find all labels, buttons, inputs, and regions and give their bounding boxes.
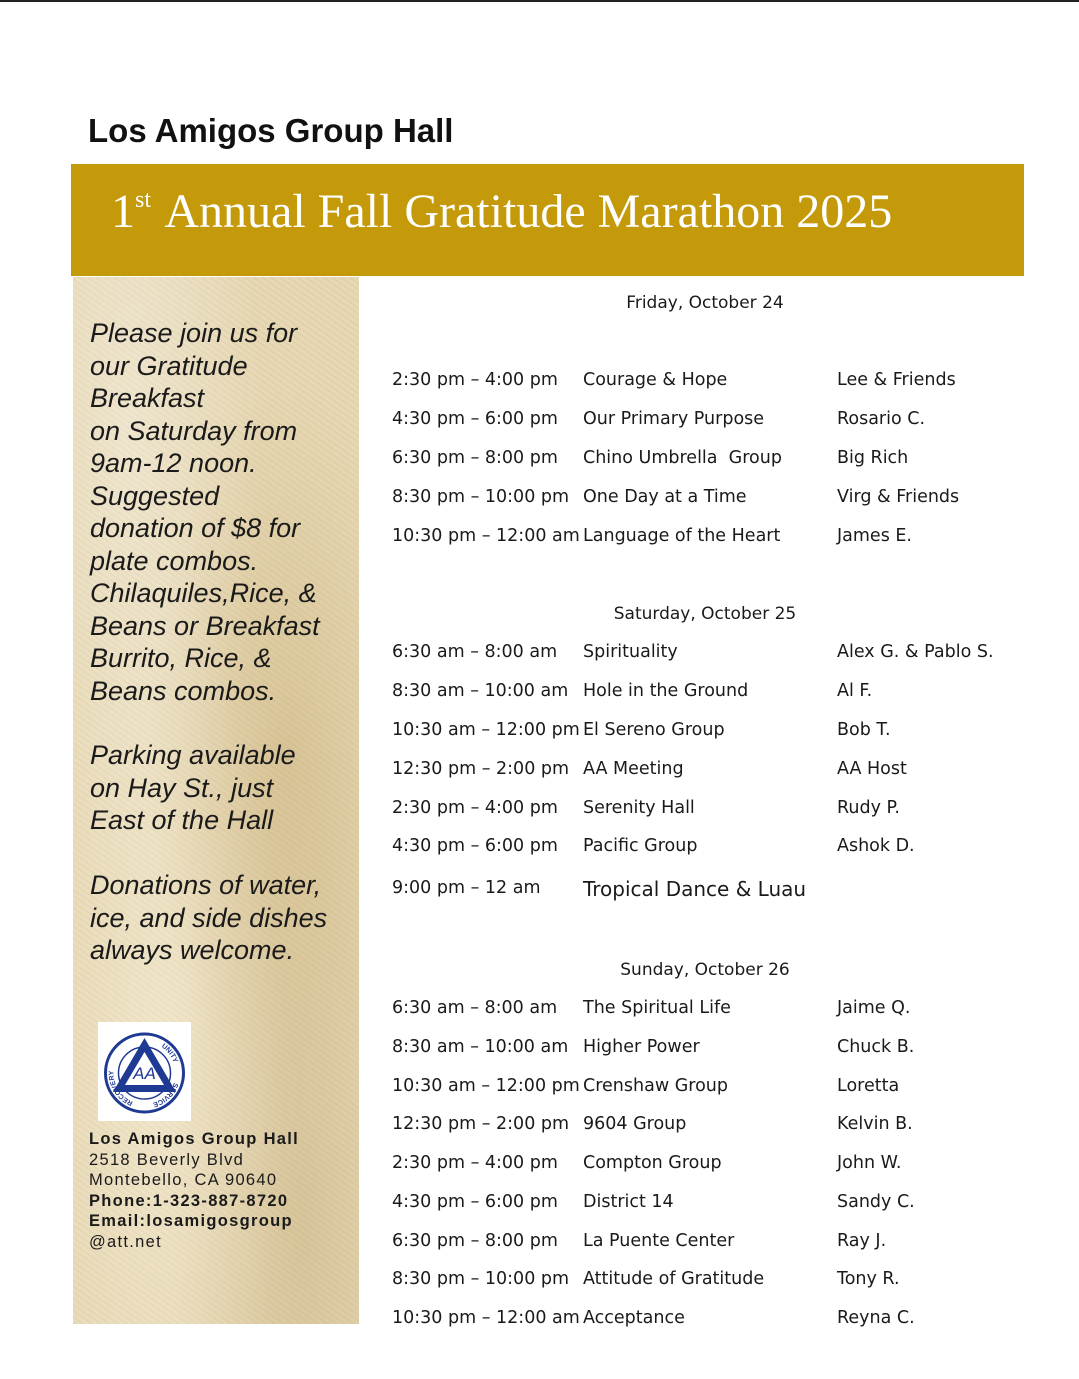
schedule-row	[0, 720, 1079, 744]
session-time: 8:30 pm – 10:00 pm	[392, 1269, 570, 1289]
session-time: 12:30 pm – 2:00 pm	[392, 1114, 570, 1134]
session-group: Crenshaw Group	[583, 1076, 728, 1096]
text-line: Breakfast	[90, 383, 205, 413]
text-line: 9am-12 noon.	[90, 448, 257, 478]
session-group: Pacific Group	[583, 836, 698, 856]
text-line: Beans or Breakfast	[90, 610, 320, 641]
banner-ordinal-number: 1	[111, 185, 135, 238]
day-heading-saturday: Saturday, October 25	[613, 604, 797, 624]
session-group: One Day at a Time	[583, 487, 747, 507]
session-time: 10:30 pm – 12:00 am	[392, 526, 580, 546]
schedule-row	[0, 1076, 1079, 1100]
schedule-row	[0, 448, 1079, 472]
day-heading-friday: Friday, October 24	[626, 293, 784, 313]
schedule-row	[0, 1114, 1079, 1138]
schedule-row	[0, 526, 1079, 550]
text-line: plate combos.	[90, 545, 259, 576]
text-line: Burrito, Rice, &	[90, 643, 272, 673]
session-time: 8:30 am – 10:00 am	[392, 1037, 569, 1057]
session-time: 6:30 pm – 8:00 pm	[392, 448, 558, 468]
schedule-row	[0, 1269, 1079, 1293]
banner-ordinal-suffix: st	[135, 187, 152, 213]
session-time: 2:30 pm – 4:00 pm	[392, 798, 558, 818]
schedule-row	[0, 1192, 1079, 1216]
session-lead: AA Host	[837, 759, 907, 779]
session-lead: John W.	[837, 1153, 902, 1173]
session-lead: Reyna C.	[837, 1308, 915, 1328]
schedule-row	[0, 409, 1079, 433]
session-time: 10:30 am – 12:00 pm	[392, 1076, 580, 1096]
contact-address-line2: Montebello, CA 90640	[89, 1171, 278, 1189]
session-lead: Rosario C.	[837, 409, 926, 429]
session-group: District 14	[583, 1192, 674, 1212]
logo-center-text: AA	[133, 1064, 156, 1083]
session-time: 12:30 pm – 2:00 pm	[392, 759, 570, 779]
session-time: 6:30 pm – 8:00 pm	[392, 1231, 558, 1251]
session-group: The Spiritual Life	[583, 998, 731, 1018]
session-group: El Sereno Group	[583, 720, 725, 740]
session-lead: Rudy P.	[837, 798, 900, 818]
session-lead: Ray J.	[837, 1231, 887, 1251]
session-time: 9:00 pm – 12 am	[392, 878, 541, 898]
schedule-row	[0, 487, 1079, 511]
banner-title-text: Annual Fall Gratitude Marathon 2025	[164, 185, 893, 238]
session-lead: Al F.	[837, 681, 873, 701]
session-group: Language of the Heart	[583, 526, 781, 546]
contact-email-line1: Email:losamigosgroup	[89, 1212, 293, 1230]
schedule-row	[0, 759, 1079, 783]
contact-phone: Phone:1-323-887-8720	[89, 1191, 289, 1210]
schedule-row	[0, 642, 1079, 666]
session-time: 4:30 pm – 6:00 pm	[392, 836, 558, 856]
session-group: Spirituality	[583, 642, 678, 662]
top-border-line	[0, 0, 1079, 2]
session-time: 8:30 pm – 10:00 pm	[392, 487, 570, 507]
session-lead: Virg & Friends	[837, 487, 960, 507]
session-group: La Puente Center	[583, 1231, 735, 1251]
schedule-row	[0, 681, 1079, 705]
text-line: always welcome.	[90, 935, 295, 965]
session-group: Tropical Dance & Luau	[583, 877, 807, 901]
session-group: Hole in the Ground	[583, 681, 749, 701]
logo-ring-service: SERVICE	[151, 1081, 179, 1108]
text-line: Beans combos.	[90, 675, 277, 706]
text-line: East of the Hall	[90, 805, 274, 835]
session-time: 6:30 am – 8:00 am	[392, 998, 558, 1018]
schedule-row	[0, 798, 1079, 822]
session-time: 4:30 pm – 6:00 pm	[392, 1192, 558, 1212]
session-time: 6:30 am – 8:00 am	[392, 642, 558, 662]
logo-ring-unity: UNITY	[160, 1042, 179, 1064]
text-line: Suggested	[90, 480, 220, 511]
schedule-row	[0, 1037, 1079, 1061]
session-time: 4:30 pm – 6:00 pm	[392, 409, 558, 429]
session-group: 9604 Group	[583, 1114, 687, 1134]
session-group: Our Primary Purpose	[583, 409, 765, 429]
session-lead: Bob T.	[837, 720, 891, 740]
session-group: Higher Power	[583, 1037, 700, 1057]
session-time: 10:30 am – 12:00 pm	[392, 720, 580, 740]
session-group: Courage & Hope	[583, 370, 728, 390]
text-line: Please join us for	[90, 318, 298, 348]
schedule-row	[0, 998, 1079, 1022]
session-group: Acceptance	[583, 1308, 685, 1328]
session-group: Compton Group	[583, 1153, 722, 1173]
banner-title	[111, 184, 892, 239]
session-lead: Ashok D.	[837, 836, 915, 856]
text-line: Donations of water,	[90, 870, 322, 900]
session-group: Chino Umbrella Group	[583, 448, 782, 468]
logo-ring-recovery: RECOVERY	[108, 1070, 134, 1107]
session-lead: Loretta	[837, 1076, 900, 1096]
session-lead: Kelvin B.	[837, 1114, 913, 1134]
session-time: 2:30 pm – 4:00 pm	[392, 370, 558, 390]
text-line: donation of $8 for	[90, 513, 301, 543]
session-lead: Sandy C.	[837, 1192, 915, 1212]
text-line: on Hay St., just	[90, 772, 274, 803]
text-line: ice, and side dishes	[90, 902, 328, 933]
session-lead: Jaime Q.	[837, 998, 911, 1018]
session-group: AA Meeting	[583, 759, 684, 779]
text-line: Chilaquiles,Rice, &	[90, 578, 317, 608]
text-line: our Gratitude	[90, 350, 248, 381]
text-line: on Saturday from	[90, 415, 298, 446]
session-group: Attitude of Gratitude	[583, 1269, 765, 1289]
session-lead: Big Rich	[837, 448, 909, 468]
event-banner	[71, 164, 1024, 276]
session-time: 2:30 pm – 4:00 pm	[392, 1153, 558, 1173]
schedule-row	[0, 878, 1079, 902]
text-line: Parking available	[90, 740, 296, 770]
schedule-row	[0, 1231, 1079, 1255]
session-lead: Chuck B.	[837, 1037, 915, 1057]
session-lead: James E.	[837, 526, 912, 546]
schedule-row	[0, 1153, 1079, 1177]
contact-address-line1: 2518 Beverly Blvd	[89, 1150, 245, 1169]
session-time: 8:30 am – 10:00 am	[392, 681, 569, 701]
session-time: 10:30 pm – 12:00 am	[392, 1308, 580, 1328]
session-group: Serenity Hall	[583, 798, 695, 818]
contact-email-line2: @att.net	[89, 1232, 163, 1251]
contact-name: Los Amigos Group Hall	[89, 1130, 300, 1148]
hall-title: Los Amigos Group Hall	[88, 112, 454, 149]
schedule-row	[0, 370, 1079, 394]
schedule-row	[0, 1308, 1079, 1332]
session-lead: Alex G. & Pablo S.	[837, 642, 994, 662]
schedule-row	[0, 836, 1079, 860]
session-lead: Tony R.	[837, 1269, 900, 1289]
session-lead: Lee & Friends	[837, 370, 956, 390]
day-heading-sunday: Sunday, October 26	[620, 960, 790, 980]
